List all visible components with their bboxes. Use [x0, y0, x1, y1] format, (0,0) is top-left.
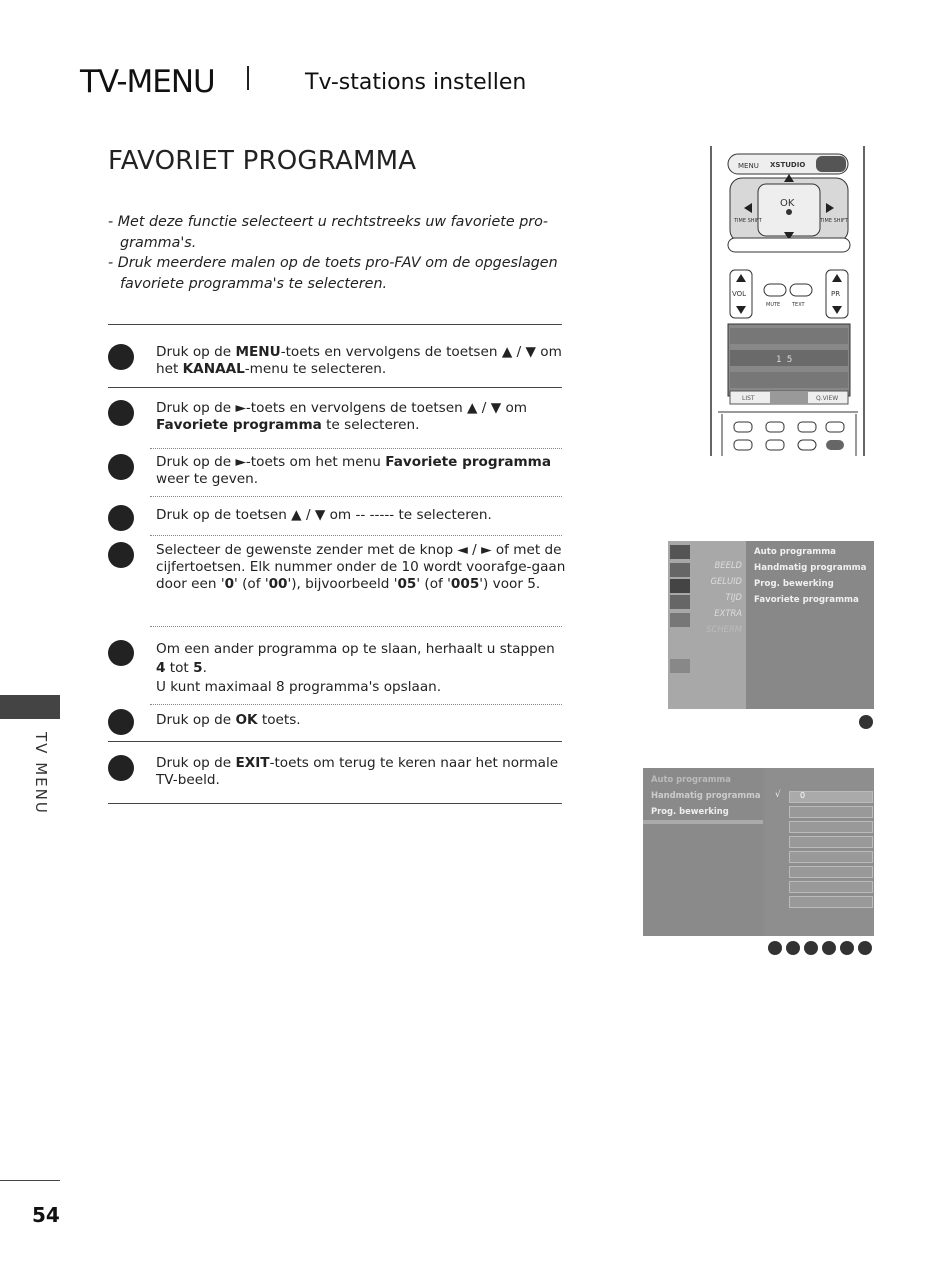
menu-item: Auto programma [651, 774, 731, 784]
header-divider [247, 66, 249, 90]
divider [150, 704, 562, 705]
step-indicator-dots [768, 940, 876, 959]
section-title: TV-MENU [80, 64, 215, 100]
menu-item: Favoriete programma [754, 595, 859, 605]
page-number: 54 [32, 1203, 60, 1227]
indicator-dot [804, 941, 818, 955]
remote-text-label: TEXT [792, 302, 805, 308]
section-subtitle: Tv-stations instellen [305, 70, 527, 95]
step-text: Druk op de toetsen ▲ / ▼ om -- ----- te selecteren. [156, 507, 492, 523]
remote-xstudio-label: XSTUDIO [770, 161, 806, 169]
remote-time-shift-right: TIME SHIFT [820, 218, 848, 224]
step-text: Selecteer de gewenste zender met de knop ◄ / ► of met de cijfertoetsen. Elk nummer onder de 10 wordt voorafge-gaan door een '0' (of '00'), bijvoorbeeld '05' (of '005') voor 5. [156, 542, 566, 592]
divider [150, 496, 562, 497]
indicator-dot [840, 941, 854, 955]
divider [108, 387, 562, 388]
step-text: Druk op de ►-toets en vervolgens de toetsen ▲ / ▼ om Favoriete programma te selecteren. [156, 400, 528, 433]
remote-qview-label: Q.VIEW [816, 395, 839, 402]
remote-list-label: LIST [742, 395, 755, 402]
remote-time-shift-left: TIME SHIFT [734, 218, 762, 224]
divider [108, 803, 562, 804]
intro-line-2: - Druk meerdere malen op de toets pro-FAV om de opgeslagen favoriete programma's te selecteren. [108, 255, 558, 292]
remote-mute-label: MUTE [766, 302, 781, 308]
intro-line-1: - Met deze functie selecteert u rechtstreeks uw favoriete pro-gramma's. [108, 214, 549, 251]
menu-category: SCHERM [706, 624, 742, 634]
footer-divider [0, 1180, 60, 1181]
side-tab-label: TV MENU [32, 732, 50, 815]
side-tab-marker [0, 695, 60, 719]
step-bullet [108, 505, 134, 531]
step-bullet [108, 542, 134, 568]
indicator-dot [858, 941, 872, 955]
step-text: Om een ander programma op te slaan, herhaalt u stappen 4 tot 5. U kunt maximaal 8 programma's opslaan. [156, 641, 555, 695]
menu-item-column [643, 768, 763, 936]
favorite-slot-column [765, 768, 874, 936]
step-bullet [108, 709, 134, 735]
menu-item: Handmatig programma [754, 563, 867, 573]
favorite-menu-screenshot [643, 768, 874, 936]
remote-display-label: 1 5 [776, 355, 793, 365]
indicator-dot [822, 941, 836, 955]
menu-category-column [668, 541, 746, 709]
step-bullet [108, 454, 134, 480]
menu-category: EXTRA [714, 608, 742, 618]
menu-item: Prog. bewerking [651, 806, 729, 816]
menu-item-column [746, 541, 874, 709]
divider [108, 324, 562, 325]
remote-vol-label: VOL [732, 290, 747, 298]
remote-ok-label: OK [780, 198, 795, 209]
menu-item: Prog. bewerking [754, 579, 834, 589]
menu-screenshot [668, 541, 874, 709]
check-mark-icon: √ [775, 790, 781, 800]
menu-item: Handmatig programma [651, 790, 761, 800]
step-bullet [108, 640, 134, 666]
step-bullet [108, 755, 134, 781]
divider [108, 741, 562, 742]
step-bullet [108, 344, 134, 370]
remote-pr-label: PR [831, 290, 841, 298]
divider [150, 535, 562, 536]
divider [150, 626, 562, 627]
indicator-dot [786, 941, 800, 955]
page-title: FAVORIET PROGRAMMA [108, 146, 417, 176]
menu-category: GELUID [710, 576, 742, 586]
indicator-dot [768, 941, 782, 955]
step-indicator-dot [859, 715, 873, 729]
slot-value: 0 [800, 791, 806, 800]
remote-control-illustration [708, 146, 868, 456]
intro-text [108, 212, 568, 294]
step-text: Druk op de MENU-toets en vervolgens de toetsen ▲ / ▼ om het KANAAL-menu te selecteren. [156, 344, 562, 377]
menu-category: BEELD [714, 560, 742, 570]
step-text: Druk op de EXIT-toets om terug te keren naar het normale TV-beeld. [156, 755, 559, 788]
menu-item: Auto programma [754, 547, 836, 557]
step-text: Druk op de OK toets. [156, 712, 301, 728]
remote-menu-label: MENU [738, 162, 759, 170]
divider [150, 448, 562, 449]
step-bullet [108, 400, 134, 426]
step-text: Druk op de ►-toets om het menu Favoriete programma weer te geven. [156, 454, 551, 487]
menu-category: TIJD [725, 592, 742, 602]
